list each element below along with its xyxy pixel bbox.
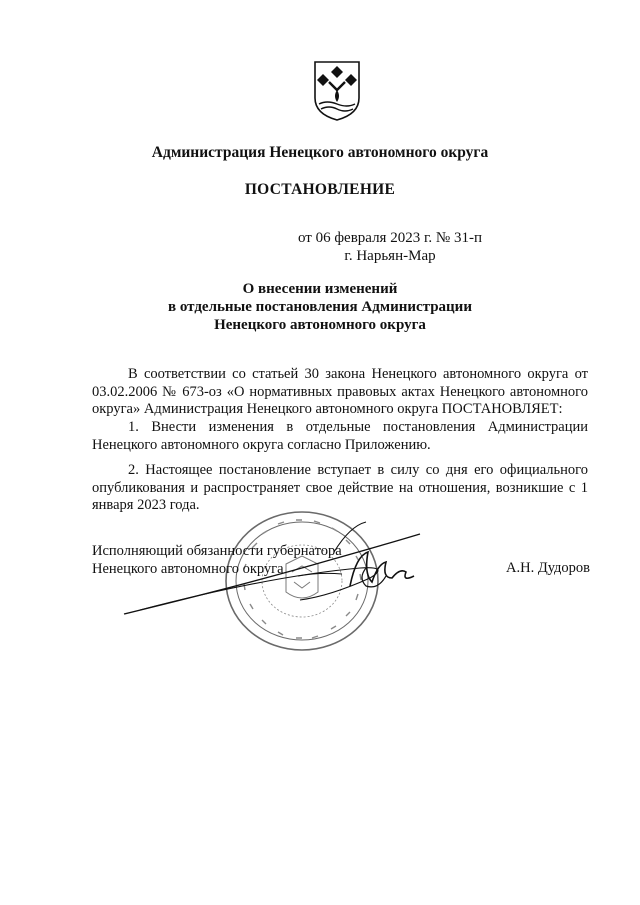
item-1-paragraph: 1. Внести изменения в отдельные постановления Администрации Ненецкого автономного округа согласно Приложению. bbox=[92, 419, 588, 453]
city: г. Нарьян-Мар bbox=[344, 248, 436, 264]
document-type: ПОСТАНОВЛЕНИЕ bbox=[244, 181, 396, 198]
subject-line: О внесении изменений bbox=[242, 281, 398, 297]
signatory-position-line: Исполняющий обязанности губернатора bbox=[92, 543, 342, 559]
coat-of-arms-icon bbox=[313, 60, 361, 122]
signatory-name: А.Н. Дудоров bbox=[506, 560, 591, 576]
subject-line: в отдельные постановления Администрации bbox=[168, 299, 472, 315]
subject-line: Ненецкого автономного округа bbox=[214, 317, 426, 333]
signatory-position bbox=[92, 542, 342, 578]
organization-title: Администрация Ненецкого автономного округа bbox=[151, 144, 489, 161]
item-2-paragraph: 2. Настоящее постановление вступает в силу со дня его официального опубликования и распространяет свое действие на отношения, возникшие с 1 января 2023 года. bbox=[92, 462, 588, 513]
document-subject bbox=[0, 280, 640, 334]
preamble-paragraph: В соответствии со статьей 30 закона Ненецкого автономного округа от 03.02.2006 № 673-оз «О нормативных правовых актах Ненецкого автономного округа» Администрация Ненецкого автономного округа ПОСТАНОВЛЯЕТ: bbox=[92, 366, 588, 417]
signatory-position-line: Ненецкого автономного округа bbox=[92, 561, 284, 577]
date-number: от 06 февраля 2023 г. № 31-п bbox=[297, 230, 483, 246]
